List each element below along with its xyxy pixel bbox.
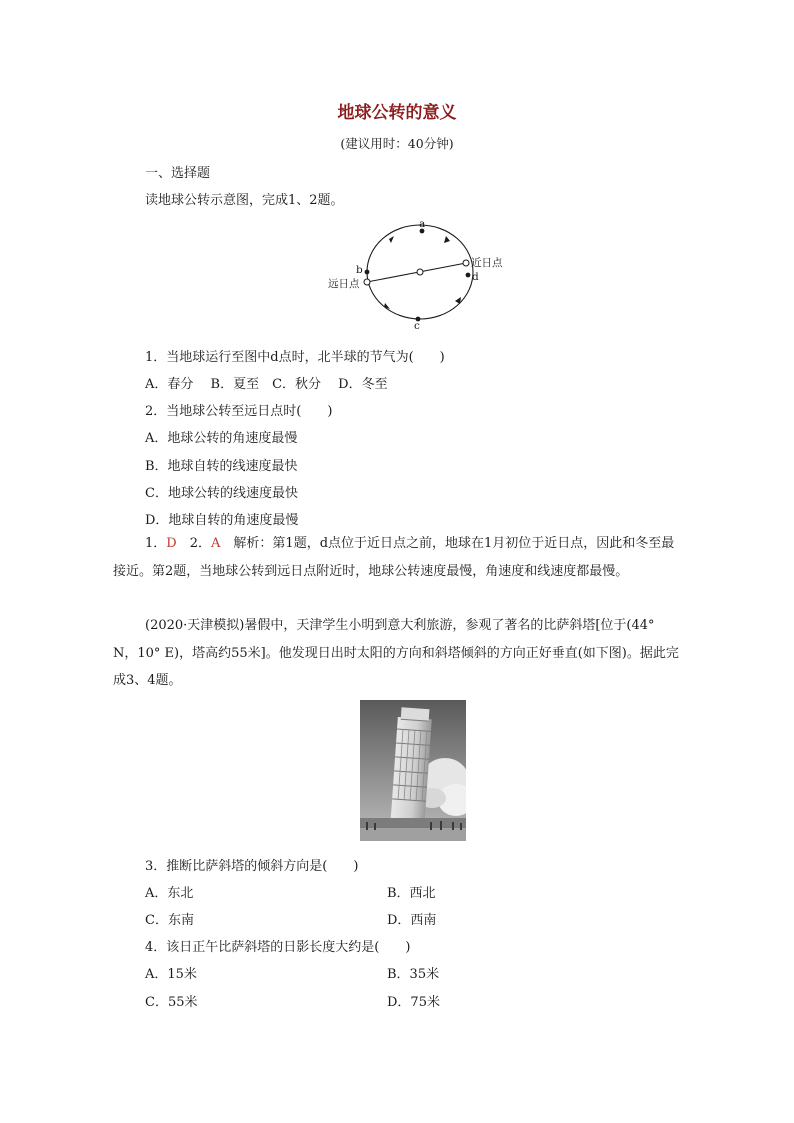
arrow-marker <box>455 297 461 304</box>
answer-explanation <box>113 530 683 585</box>
page-title: 地球公转的意义 <box>337 103 457 123</box>
apsis-line <box>367 263 466 282</box>
question-3-option-c: C．东南 <box>145 913 194 928</box>
question-4-option-b: B．35米 <box>387 967 440 982</box>
perihelion-point <box>463 260 469 266</box>
sun-center <box>417 269 423 275</box>
explanation-text-2: 冬至最接近。第2题，当地球公转到远日点附近时，地球公转速度最慢，角速度和线速度都最慢。 <box>113 536 675 579</box>
intro-q3-4: (2020·天津模拟)暑假中，天津学生小明到意大利旅游，参观了著名的比萨斜塔[位于(44° N，10° E)，塔高约55米]。他发现日出时太阳的方向和斜塔倾斜的方向正好垂直(如下图)。据此完成3、4题。 <box>113 618 679 688</box>
pisa-tower-photo <box>360 700 466 841</box>
question-4-option-a: A．15米 <box>145 967 197 982</box>
section-heading: 一、选择题 <box>145 166 211 181</box>
question-2-option-d: D．地球自转的角速度最慢 <box>145 513 299 528</box>
point-b <box>365 270 370 275</box>
question-4-option-c: C．55米 <box>145 995 198 1010</box>
question-2-option-b: B．地球自转的线速度最快 <box>145 459 298 474</box>
label-perihelion: 近日点 <box>471 257 503 269</box>
time-hint: (建议用时：40分钟) <box>340 136 454 151</box>
answer-label-1: 1． <box>145 536 167 551</box>
label-aphelion: 远日点 <box>328 278 360 290</box>
question-2-option-a: A．地球公转的角速度最慢 <box>145 431 298 446</box>
question-1: 1．当地球运行至图中d点时，北半球的节气为( ) <box>145 350 445 365</box>
point-d <box>466 273 471 278</box>
arrow-marker <box>389 236 394 243</box>
label-b: b <box>356 264 363 276</box>
question-3: 3．推断比萨斜塔的倾斜方向是( ) <box>145 859 359 874</box>
intro-q1-2: 读地球公转示意图，完成1、2题。 <box>145 193 344 208</box>
label-a: a <box>419 218 426 230</box>
question-3-option-b: B．西北 <box>387 886 436 901</box>
label-c: c <box>414 320 420 332</box>
label-d: d <box>472 271 479 283</box>
arrow-marker <box>384 303 390 309</box>
question-4: 4．该日正午比萨斜塔的日影长度大约是( ) <box>145 940 411 955</box>
answer-label-2: 2． <box>189 536 212 551</box>
explanation-text-1: 解析：第1题，d点位于近日点之前，地球在1月初位于近日点，因此和 <box>233 536 636 551</box>
question-1-options: A．春分 B．夏至 C．秋分 D．冬至 <box>145 377 388 392</box>
question-2-option-c: C．地球公转的线速度最快 <box>145 486 298 501</box>
arrow-marker <box>444 236 450 243</box>
answer-2: A <box>211 536 221 551</box>
question-3-option-a: A．东北 <box>145 886 194 901</box>
question-2: 2．当地球公转至远日点时( ) <box>145 404 333 419</box>
question-3-option-d: D．西南 <box>387 913 437 928</box>
question-4-option-d: D．75米 <box>387 995 440 1010</box>
aphelion-point <box>364 279 370 285</box>
earth-orbit-diagram <box>320 215 520 335</box>
answer-1: D <box>166 536 177 551</box>
